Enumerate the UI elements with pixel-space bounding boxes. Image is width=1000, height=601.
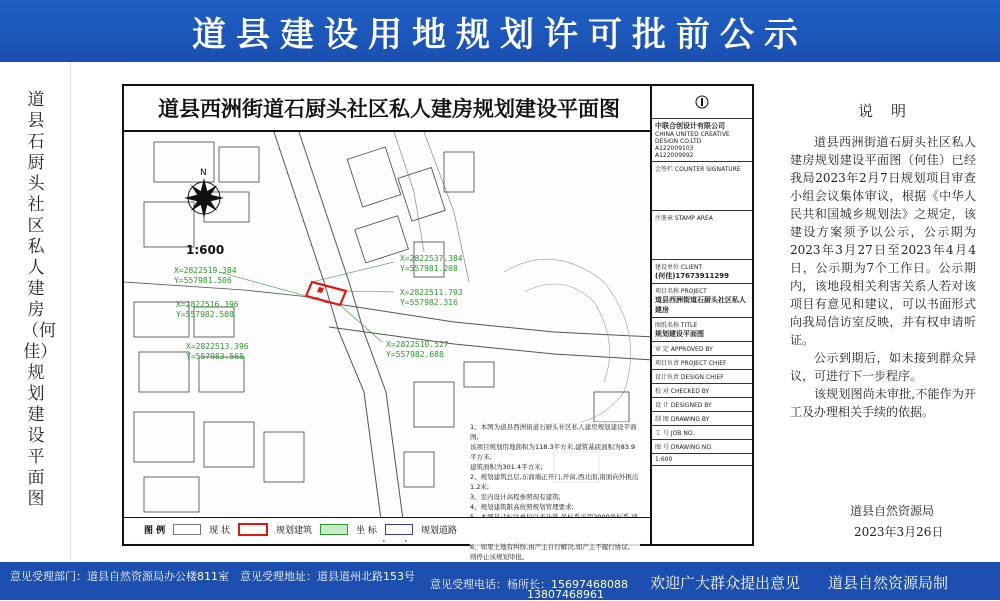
footer-bar	[0, 562, 1000, 600]
legend-item: 规划建筑	[276, 525, 313, 536]
client-value: (何佳)17673911299	[655, 272, 729, 280]
plan-notes	[470, 422, 640, 562]
legend-item: 现 状	[209, 525, 231, 536]
title-value: 规划建设平面图	[655, 330, 704, 338]
legend	[124, 517, 654, 540]
project-label: 项目名称 PROJECT	[655, 288, 707, 295]
job-number: 工 号 JOB NO.	[652, 426, 752, 440]
explanation-paragraph: 公示到期后，如未接到群众异议，可进行下一步程序。	[790, 351, 976, 383]
note-line: 3、室内设计高程参照现有建筑;	[470, 493, 561, 501]
role-row: 项目负责 PROJECT CHIEF	[652, 356, 752, 370]
stamp-area: 注册章 STAMP AREA	[652, 211, 752, 260]
coordinate-label: X=2822516.396 Y=557982.508	[176, 300, 239, 319]
certificate-number: A122009992	[655, 152, 694, 159]
plan-drawing	[122, 84, 754, 561]
countersign: 会签栏 COUNTER SIGNATURE	[652, 162, 752, 211]
footer-dept: 意见受理部门：道县自然资源局办公楼811室	[10, 570, 229, 583]
role-row: 校 对 CHECKED BY	[652, 384, 752, 398]
legend-title: 图 例	[144, 525, 166, 536]
note-line: 6、如果土地有纠纷,由产主自行解决,如产主不履行协议,	[470, 543, 630, 551]
role-row: 审 定 APPROVED BY	[652, 342, 752, 356]
issuing-agency: 道县自然资源局	[850, 504, 935, 518]
coordinate-label: X=2822511.793 Y=557982.316	[400, 288, 463, 307]
drawing-number: 图 号 DRAWING NO.	[652, 440, 752, 454]
banner-title: 道县建设用地规划许可批前公示	[192, 14, 808, 55]
left-strip	[0, 62, 71, 560]
explanation-paragraph: 道县西洲街道石厨头社区私人建房规划建设平面图（何佳）已经我局2023年2月7日规划项目审查小组会议集体审议，根据《中华人民共和国城乡规划法》之规定，该建设方案须予以公示，公示期为2023年3月27日至2023年4月4日，公示期为7个工作日。公示期内，该地段相关利害关系人若对该项目有意见和建议，可以书面形式向我局信访室反映，并有权申请听证。	[790, 135, 976, 347]
title-block	[650, 86, 752, 544]
svg-text:N: N	[200, 168, 207, 178]
scale-label: 1:600	[186, 243, 225, 257]
footer-phone: 意见受理电话：杨所长：15697468088	[430, 578, 628, 591]
company-names	[652, 119, 752, 162]
client	[652, 260, 752, 284]
role-row: 制 图 DRAWING BY	[652, 412, 752, 426]
note-line: 2、规划建筑总层,东面墙正开门,开窗,西北面,南面向外挑出1.2米;	[470, 473, 639, 491]
note-line: 4、规划建筑限高按照规划管理要求;	[470, 503, 574, 511]
company-logo	[652, 86, 752, 119]
legend-item: 规划道路	[420, 525, 457, 536]
note-line: 1、本图为道县西洲街道石厨头社区私人建房规划建设平面图,	[470, 423, 637, 441]
titleblock-scale: 1:600	[652, 454, 752, 466]
plan-title: 道县西洲街道石厨头社区私人建房规划建设平面图	[124, 86, 654, 132]
legend-swatch-coordinate	[320, 524, 348, 535]
explanation-paragraph: 该规划图尚未审批,不能作为开工及办理相关手续的依据。	[790, 387, 976, 419]
legend-swatch-road	[385, 524, 413, 535]
company-name: 中联合创设计有限公司	[655, 122, 725, 130]
footer-phone-2: 13807468961	[527, 588, 604, 601]
note-line: 则停止该规划审批。	[470, 553, 529, 561]
client-label: 建设单位 CLIENT	[655, 264, 703, 271]
certificate-number: A122009103	[655, 145, 694, 152]
coordinate-label: X=2822519.384 Y=557981.506	[174, 266, 237, 285]
vertical-title: 道县石厨头社区私人建房（何佳）规划建设平面图	[22, 90, 56, 509]
explanation-title: 说明	[857, 102, 924, 120]
company-name-en: CHINA UNITED CREATIVE DESIGN CO.LTD	[655, 131, 730, 145]
legend-swatch-planned	[238, 523, 268, 536]
role-row: 设 计 DESIGNED BY	[652, 398, 752, 412]
coordinate-label: X=2822513.396 Y=557983.568	[186, 342, 249, 361]
legend-swatch-existing	[173, 524, 201, 535]
project	[652, 284, 752, 318]
coordinate-label: X=2822537.384 Y=557981.208	[400, 254, 463, 273]
drawing-title	[652, 318, 752, 342]
footer-slogan: 欢迎广大群众提出意见	[650, 574, 801, 592]
site-map	[124, 132, 654, 561]
footer-address: 意见受理地址：道县道州北路153号	[240, 570, 415, 583]
legend-item: 坐 标	[356, 525, 377, 536]
role-row: 设计负责 DESIGN CHIEF	[652, 370, 752, 384]
note-line: 该项目规划用地面积为118.3平方米,建筑基底面积为83.9平方米,	[470, 443, 636, 461]
coordinate-label: X=2822510.527 Y=557982.688	[386, 340, 449, 359]
project-value: 道县西洲街道石厨头社区私人建房	[655, 296, 746, 314]
issue-date: 2023年3月26日	[854, 525, 944, 539]
note-line: 建筑面积为301.4平方米;	[470, 463, 543, 471]
top-banner	[0, 0, 1000, 62]
title-label: 图纸名称 TITLE	[655, 322, 698, 329]
footer-org: 道县自然资源局制	[828, 574, 949, 592]
explanation-panel	[790, 100, 976, 421]
company-logo-icon	[695, 95, 709, 109]
